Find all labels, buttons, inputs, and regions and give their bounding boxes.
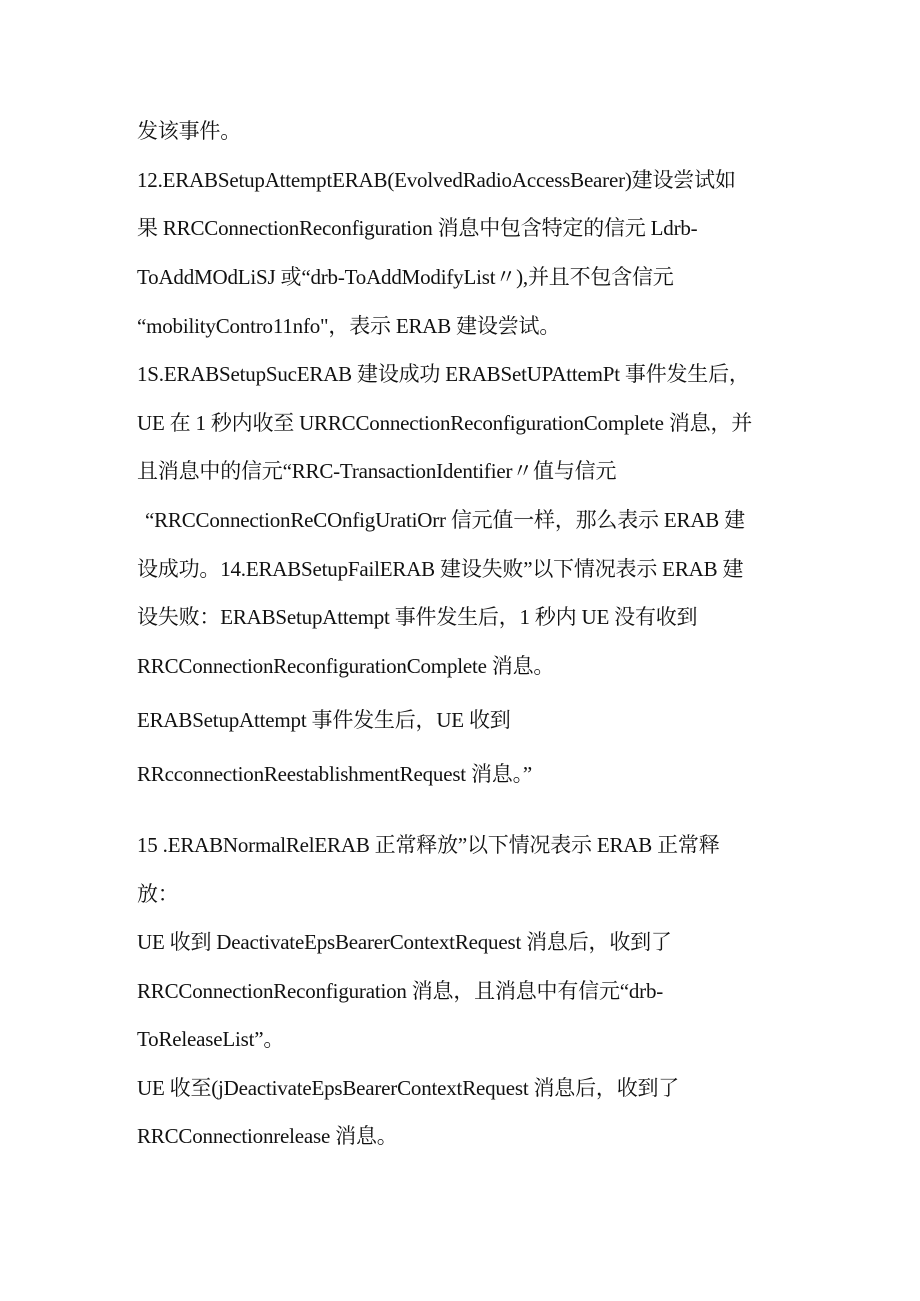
text-line-19: ToReleaseList”。: [137, 1027, 285, 1051]
text-line-1: 发该事件。: [137, 119, 241, 143]
text-line-17: UE 收到 DeactivateEpsBearerContextRequest 消息后，收到了: [137, 930, 672, 954]
text-line-15: 15 .ERABNormalRelERAB 正常释放”以下情况表示 ERAB 正常释: [137, 833, 720, 857]
text-line-2: 12.ERABSetupAttemptERAB(EvolvedRadioAccessBearer)建设尝试如: [137, 168, 736, 192]
text-line-6: 1S.ERABSetupSucERAB 建设成功 ERABSetUPAttemPt 事件发生后，: [137, 362, 750, 386]
text-line-4: ToAddMOdLiSJ 或“drb-ToAddModifyList〃),并且不包含信元: [137, 265, 674, 289]
text-line-9: “RRCConnectionReCOnfigUratiOrr 信元值一样，那么表示 ERAB 建: [145, 508, 745, 532]
text-line-8: 且消息中的信元“RRC-TransactionIdentifier〃值与信元: [137, 459, 617, 483]
text-line-14: RRcconnectionReestablishmentRequest 消息。”: [137, 762, 532, 786]
text-line-5: “mobilityContro11nfo"，表示 ERAB 建设尝试。: [137, 314, 561, 338]
text-line-21: RRCConnectionrelease 消息。: [137, 1124, 398, 1148]
text-line-11: 设失败：ERABSetupAttempt 事件发生后，1 秒内 UE 没有收到: [137, 605, 698, 629]
text-line-13: ERABSetupAttempt 事件发生后，UE 收到: [137, 708, 511, 732]
text-line-10: 设成功。14.ERABSetupFailERAB 建设失败”以下情况表示 ERAB 建: [137, 557, 744, 581]
text-line-16: 放：: [137, 882, 179, 906]
text-line-3: 果 RRCConnectionReconfiguration 消息中包含特定的信元 Ldrb-: [137, 216, 698, 240]
text-line-7: UE 在 1 秒内收至 URRCConnectionReconfigurationComplete 消息，并: [137, 411, 753, 435]
text-line-12: RRCConnectionReconfigurationComplete 消息。: [137, 654, 555, 678]
text-line-18: RRCConnectionReconfiguration 消息，且消息中有信元“drb-: [137, 979, 664, 1003]
text-line-20: UE 收至(jDeactivateEpsBearerContextRequest 消息后，收到了: [137, 1076, 680, 1100]
